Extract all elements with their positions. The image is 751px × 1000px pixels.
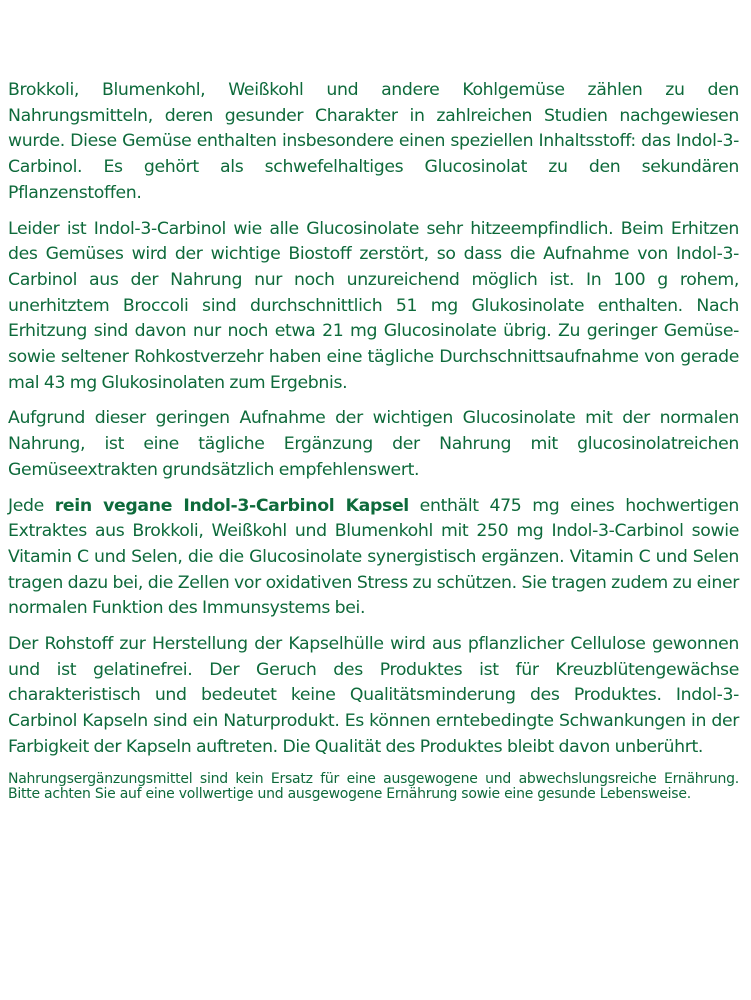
paragraph-capsule-contents	[8, 494, 739, 623]
capsule-text-after: enthält 475 mg eines hochwertigen Extraktes aus Brokkoli, Weißkohl und Blumenkohl mit 250 mg Indol-3-Carbinol sowie Vitamin C und Selen, die die Glucosinolate synergistisch ergänzen. Vitamin C und Selen tragen dazu bei, die Zellen vor oxidativen Stress zu schützen. Sie tragen zudem zu einer normalen Funktion des Immunsystems bei.	[8, 495, 739, 619]
product-description	[8, 78, 739, 803]
capsule-text-before: Jede	[8, 495, 55, 516]
capsule-product-name: rein vegane Indol-3-Carbinol Kapsel	[54, 495, 409, 516]
paragraph-heat-sensitivity: Leider ist Indol-3-Carbinol wie alle Glucosinolate sehr hitzeempfindlich. Beim Erhitzen des Gemüses wird der wichtige Biostoff zerstört, so dass die Aufnahme von Indol-3-Carbinol aus der Nahrung nur noch unzureichend möglich ist. In 100 g rohem, unerhitztem Broccoli sind durchschnittlich 51 mg Glukosinolate enthalten. Nach Erhitzung sind davon nur noch etwa 21 mg Glucosinolate übrig. Zu geringer Gemüse- sowie seltener Rohkostverzehr haben eine tägliche Durchschnittsaufnahme von gerade mal 43 mg Glukosinolaten zum Ergebnis.	[8, 218, 739, 393]
paragraph-intro: Brokkoli, Blumenkohl, Weißkohl und andere Kohlgemüse zählen zu den Nahrungsmitteln, deren gesunder Charakter in zahlreichen Studien nachgewiesen wurde. Diese Gemüse enthalten insbesondere einen speziellen Inhaltsstoff: das Indol-3-Carbinol. Es gehört als schwefelhaltiges Glucosinolat zu den sekundären Pflanzenstoffen.	[8, 80, 739, 203]
disclaimer-note: Nahrungsergänzungsmittel sind kein Ersatz für eine ausgewogene und abwechslungsreiche Ernährung. Bitte achten Sie auf eine vollwertige und ausgewogene Ernährung sowie eine gesunde Lebensweise.	[8, 770, 739, 803]
paragraph-supplement-recommendation: Aufgrund dieser geringen Aufnahme der wichtigen Glucosinolate mit der normalen Nahrung, ist eine tägliche Ergänzung der Nahrung mit glucosinolatreichen Gemüseextrakten grundsätzlich empfehlenswert.	[8, 408, 739, 480]
paragraph-capsule-shell: Der Rohstoff zur Herstellung der Kapselhülle wird aus pflanzlicher Cellulose gewonnen und ist gelatinefrei. Der Geruch des Produktes ist für Kreuzblütengewächse charakteristisch und bedeutet keine Qualitätsminderung des Produktes. Indol-3-Carbinol Kapseln sind ein Naturprodukt. Es können erntebedingte Schwankungen in der Farbigkeit der Kapseln auftreten. Die Qualität des Produktes bleibt davon unberührt.	[8, 634, 739, 757]
